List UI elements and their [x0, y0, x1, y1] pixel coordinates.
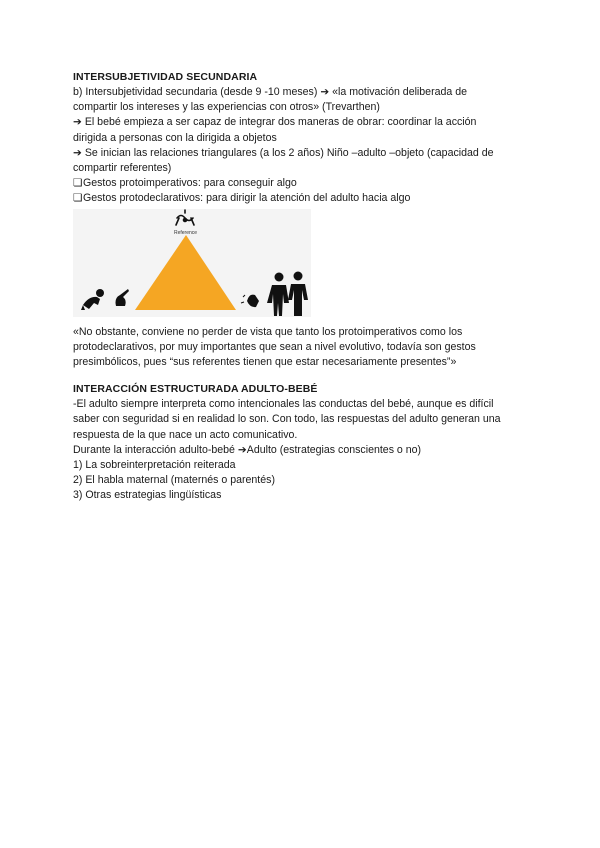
- paragraph-line: -El adulto siempre interpreta como intencionales las conductas del bebé, aunque es difícil: [73, 398, 494, 411]
- numbered-item: 1) La sobreinterpretación reiterada: [73, 459, 236, 472]
- waving-hand-icon: [241, 294, 259, 307]
- paragraph-line: ➔ Se inician las relaciones triangulares (a los 2 años) Niño –adulto –objeto (capacidad de: [73, 146, 494, 159]
- crawling-baby-icon: [81, 289, 104, 310]
- checkbox-bullet-icon: ❏: [73, 192, 83, 205]
- checkbox-bullet-icon: ❏: [73, 177, 83, 190]
- paragraph-line: compartir los intereses y las experiencias con otros» (Trevarthen): [73, 101, 380, 114]
- paragraph-line: compartir referentes): [73, 162, 172, 175]
- paragraph-line: saber con seguridad si en realidad lo son. Con todo, las respuestas del adulto generan una: [73, 413, 501, 426]
- numbered-item: 2) El habla maternal (maternés o parentés): [73, 474, 275, 487]
- paragraph-line: b) Intersubjetividad secundaria (desde 9 -10 meses) ➔ «la motivación deliberada de: [73, 86, 468, 98]
- dog-balloon-icon: [176, 210, 194, 225]
- paragraph-line: dirigida a personas con la dirigida a objetos: [73, 131, 277, 144]
- quote-line: presimbólicos, pues “sus referentes tienen que estar necesariamente presentes”»: [73, 356, 457, 369]
- quote-line: «No obstante, conviene no perder de vista que tanto los protoimperativos como los: [73, 325, 463, 338]
- quote-line: protodeclarativos, por muy importantes que sean a nivel evolutivo, todavía son gestos: [73, 340, 476, 353]
- relation-triangle: [135, 235, 236, 310]
- document-page: [73, 70, 533, 504]
- section-gap: [73, 370, 533, 382]
- adult-couple-icon: [267, 271, 308, 316]
- reference-label: Reference: [174, 229, 198, 236]
- bullet-text: Gestos protoimperativos: para conseguir algo: [83, 177, 297, 190]
- section-title-interaccion: INTERACCIÓN ESTRUCTURADA ADULTO-BEBÉ: [73, 383, 318, 396]
- figure-svg: [73, 209, 311, 317]
- bullet-item: [73, 176, 533, 191]
- triangular-relation-figure: [73, 209, 311, 317]
- numbered-item: 3) Otras estrategias lingüísticas: [73, 489, 222, 502]
- section-title-intersubjetividad: INTERSUBJETIVIDAD SECUNDARIA: [73, 71, 258, 83]
- paragraph-line: Durante la interacción adulto-bebé ➔Adulto (estrategias conscientes o no): [73, 443, 422, 456]
- bullet-item: [73, 191, 533, 206]
- paragraph-line: ➔ El bebé empieza a ser capaz de integrar dos maneras de obrar: coordinar la acción: [73, 116, 477, 129]
- bullet-text: Gestos protodeclarativos: para dirigir la atención del adulto hacia algo: [83, 192, 411, 205]
- pointing-hand-icon: [116, 289, 130, 306]
- paragraph-line: respuesta de la que nace un acto comunicativo.: [73, 428, 298, 441]
